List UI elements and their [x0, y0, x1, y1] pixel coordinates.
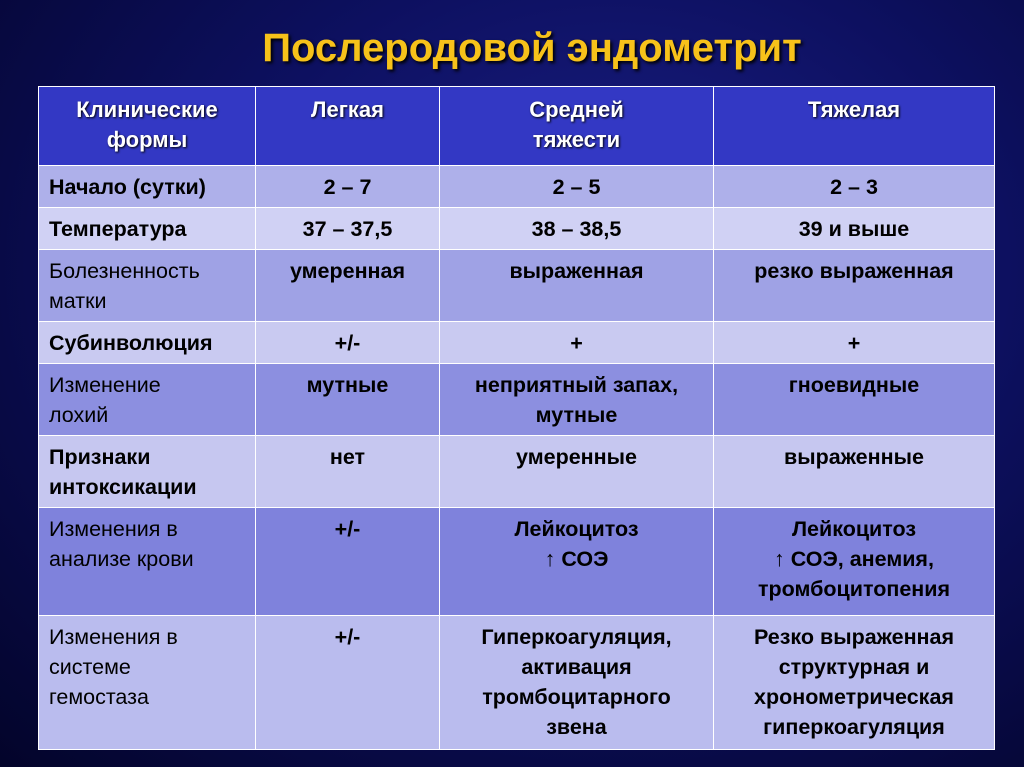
cell-line: активация: [521, 655, 632, 679]
cell-line: тромбоцитарного: [482, 685, 671, 709]
cell-severe: [714, 166, 995, 208]
row-label-line: Субинволюция: [49, 331, 213, 355]
cell-line: +/-: [334, 517, 361, 541]
cell-line: ↑ СОЭ, анемия,: [774, 547, 934, 571]
table-row-onset: [39, 166, 995, 208]
cell-line: Лейкоцитоз: [514, 517, 639, 541]
cell-severe: [714, 436, 995, 508]
row-label: [39, 208, 256, 250]
cell-line: выраженные: [784, 445, 924, 469]
row-label-line: системе: [49, 655, 131, 679]
cell-line: +/-: [334, 625, 361, 649]
cell-line: 2 – 3: [830, 175, 878, 199]
table-row-temperature: [39, 208, 995, 250]
cell-line: гноевидные: [788, 373, 920, 397]
cell-moderate: [440, 616, 714, 750]
cell-line: Лейкоцитоз: [791, 517, 917, 541]
row-label: [39, 166, 256, 208]
row-label-line: Изменения в: [49, 517, 178, 541]
header-mild: [256, 87, 440, 166]
row-label: [39, 250, 256, 322]
cell-line: тромбоцитопения: [757, 577, 951, 601]
cell-line: Резко выраженная: [753, 625, 955, 649]
cell-mild: [256, 364, 440, 436]
header-line: Средней: [529, 97, 624, 122]
header-severe: [714, 87, 995, 166]
cell-mild: [256, 208, 440, 250]
header-line: Клинические: [76, 97, 218, 122]
row-label: [39, 508, 256, 616]
cell-moderate: [440, 166, 714, 208]
slide-title: Послеродовой эндометрит: [262, 26, 802, 70]
row-label-line: гемостаза: [49, 685, 149, 709]
cell-severe: [714, 616, 995, 750]
row-label-line: анализе крови: [49, 547, 194, 571]
cell-mild: [256, 322, 440, 364]
header-line: Тяжелая: [807, 97, 901, 122]
cell-line: резко выраженная: [754, 259, 954, 283]
header-line: формы: [106, 127, 188, 152]
cell-line: неприятный запах,: [474, 373, 679, 397]
table-header-row: [39, 87, 995, 166]
cell-line: гиперкоагуляция: [763, 715, 945, 739]
row-label-line: матки: [49, 289, 107, 313]
cell-severe: [714, 508, 995, 616]
cell-severe: [714, 322, 995, 364]
cell-line: ↑ СОЭ: [544, 547, 609, 571]
header-line: Легкая: [311, 97, 384, 122]
cell-mild: [256, 166, 440, 208]
cell-line: нет: [329, 445, 366, 469]
row-label: [39, 616, 256, 750]
cell-moderate: [440, 364, 714, 436]
cell-line: +/-: [334, 331, 361, 355]
cell-severe: [714, 364, 995, 436]
cell-severe: [714, 250, 995, 322]
row-label-line: лохий: [49, 403, 109, 427]
table-row-lochia-change: [39, 364, 995, 436]
cell-line: +: [847, 331, 861, 355]
cell-line: 37 – 37,5: [302, 217, 393, 241]
cell-line: умеренная: [289, 259, 406, 283]
cell-line: 39 и выше: [798, 217, 910, 241]
comparison-table: [38, 86, 995, 750]
cell-moderate: [440, 508, 714, 616]
cell-line: +: [570, 331, 583, 355]
row-label-line: Начало (сутки): [49, 175, 206, 199]
cell-line: мутные: [306, 373, 389, 397]
table-row-subinvolution: [39, 322, 995, 364]
cell-moderate: [440, 250, 714, 322]
header-moderate: [440, 87, 714, 166]
cell-line: Гиперкоагуляция,: [481, 625, 672, 649]
cell-moderate: [440, 208, 714, 250]
row-label-line: интоксикации: [49, 475, 197, 499]
cell-line: 38 – 38,5: [531, 217, 622, 241]
table-row-uterus-pain: [39, 250, 995, 322]
cell-severe: [714, 208, 995, 250]
row-label: [39, 436, 256, 508]
cell-moderate: [440, 436, 714, 508]
cell-moderate: [440, 322, 714, 364]
cell-line: 2 – 5: [552, 175, 601, 199]
row-label: [39, 322, 256, 364]
cell-mild: [256, 250, 440, 322]
row-label-line: Изменения в: [49, 625, 178, 649]
row-label-line: Болезненность: [49, 259, 200, 283]
table-row-hemostasis: [39, 616, 995, 750]
cell-line: структурная и: [778, 655, 930, 679]
row-label: [39, 364, 256, 436]
table-row-intoxication-signs: [39, 436, 995, 508]
row-label-line: Изменение: [49, 373, 161, 397]
cell-mild: [256, 508, 440, 616]
cell-line: звена: [546, 715, 607, 739]
row-label-line: Температура: [49, 217, 187, 241]
header-clinical-forms: [39, 87, 256, 166]
cell-line: 2 – 7: [323, 175, 372, 199]
cell-line: мутные: [535, 403, 618, 427]
cell-line: выраженная: [509, 259, 644, 283]
cell-mild: [256, 436, 440, 508]
cell-mild: [256, 616, 440, 750]
cell-line: хронометрическая: [754, 685, 954, 709]
cell-line: умеренные: [516, 445, 637, 469]
table-row-blood-analysis: [39, 508, 995, 616]
header-line: тяжести: [532, 127, 621, 152]
row-label-line: Признаки: [49, 445, 151, 469]
